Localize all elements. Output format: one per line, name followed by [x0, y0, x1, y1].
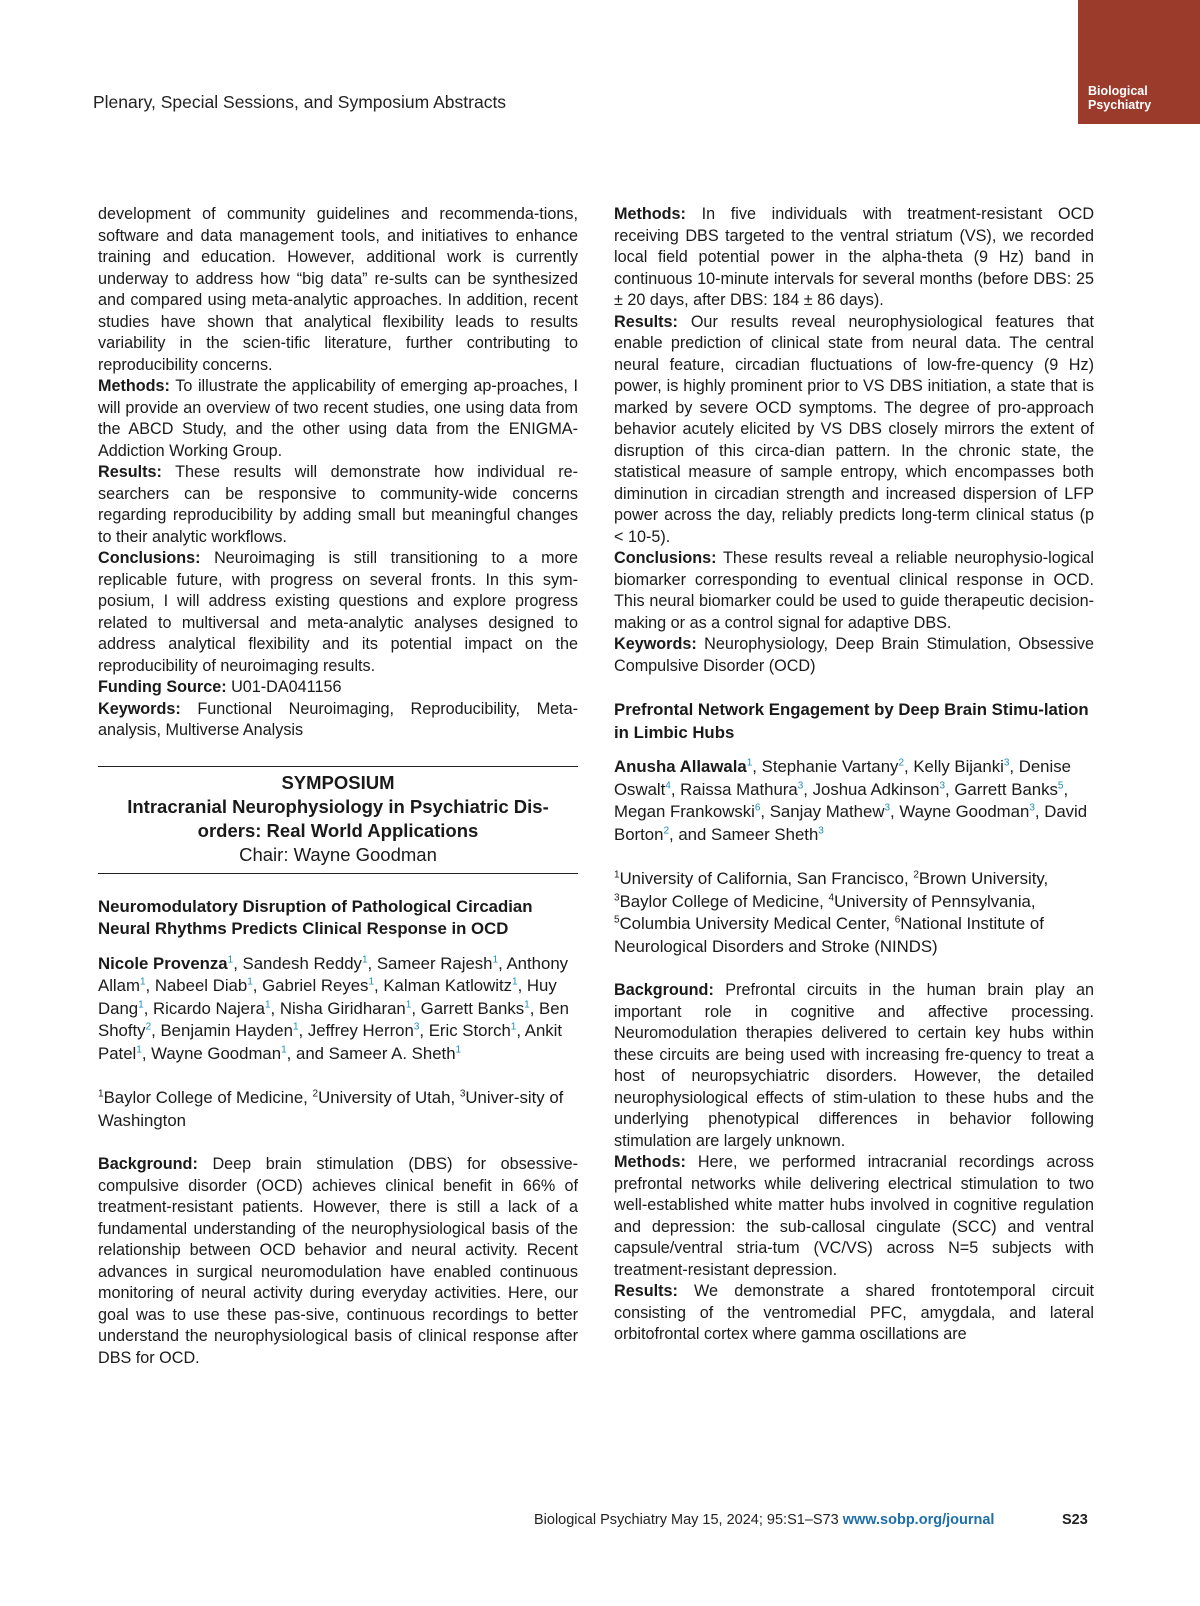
- conclusions-paragraph: [614, 548, 1094, 634]
- background-paragraph: [614, 980, 1094, 1152]
- symposium-title: Intracranial Neurophysiology in Psychiatric Dis-orders: Real World Applications: [127, 795, 549, 841]
- keywords-text: Functional Neuroimaging, Reproducibility, Meta-analysis, Multiverse Analysis: [98, 699, 578, 739]
- results-paragraph: [614, 312, 1094, 549]
- keywords-label: Keywords:: [614, 635, 697, 653]
- methods-text: Here, we performed intracranial recordings across prefrontal networks while delivering electrical stimulation to two well-established white matter hubs involved in cognitive regulation and depression: the sub-callosal cingulate (SCC) and ventral capsule/ventral stria-tum (VC/VS) across N=5 subjects with treatment-resistant depression.: [614, 1153, 1094, 1279]
- background-paragraph: [98, 1154, 578, 1369]
- background-label: Background:: [614, 981, 714, 999]
- conclusions-label: Conclusions:: [98, 549, 201, 567]
- keywords-paragraph: [614, 634, 1094, 677]
- abstract-title: Prefrontal Network Engagement by Deep Brain Stimu-lation in Limbic Hubs: [614, 700, 1089, 742]
- first-author: Nicole Provenza$^1$: [98, 953, 234, 973]
- methods-paragraph: [98, 376, 578, 462]
- methods-paragraph: [614, 1152, 1094, 1281]
- page-footer: [534, 1512, 994, 1528]
- author-list: [98, 953, 578, 1066]
- results-label: Results:: [614, 1282, 678, 1300]
- symposium-chair: Chair: Wayne Goodman: [239, 843, 437, 865]
- journal-name-line2: Psychiatry: [1088, 98, 1152, 112]
- journal-link[interactable]: www.sobp.org/journal: [842, 1512, 995, 1528]
- page-number: S23: [1062, 1512, 1088, 1528]
- methods-text: To illustrate the applicability of emerging ap-proaches, I will provide an overview of two recent studies, one using data from the ABCD Study, and the other using data from the ENIGMA-Addiction Working Group.: [98, 377, 578, 460]
- results-text: We demonstrate a shared frontotemporal circuit consisting of the ventromedial PFC, amygdala, and lateral orbitofrontal cortex where gamma oscillations are: [614, 1282, 1094, 1343]
- citation: Biological Psychiatry May 15, 2024; 95:S1–S73: [534, 1512, 839, 1528]
- keywords-label: Keywords:: [98, 699, 181, 718]
- keywords-paragraph: [98, 699, 578, 742]
- funding-paragraph: [98, 677, 578, 699]
- results-label: Results:: [98, 463, 162, 481]
- journal-logo-tab: [1078, 0, 1200, 124]
- funding-label: Funding Source:: [98, 678, 227, 696]
- conclusions-paragraph: [98, 548, 578, 677]
- background-text: Prefrontal circuits in the human brain play an important role in cognitive and affective processing. Neuromodulation therapies delivered to certain key hubs within these circuits are being used with increasing fre-quency to treat a host of neuropsychiatric disorders. However, the detailed neurophysiological effects of stim-ulation to these hubs and the underlying phenotypical differences in behavior following stimulation are largely unknown.: [614, 981, 1094, 1150]
- journal-name-line1: Biological: [1088, 84, 1148, 98]
- affiliations: $^1$University of California, San Francisco, $^2$Brown University, $^3$Baylor College of Medicine, $^4$University of Pennsylvania, $^5$Columbia University Medical Center, $^6$National Institute of Neurological Disorders and Stroke (NINDS): [614, 869, 1049, 956]
- conclusions-text: Neuroimaging is still transitioning to a more replicable future, with progress on several fronts. In this sym-posium, I will address existing questions and explore progress related to multiversal and meta-analytic analyses designed to address analytical flexibility and its potential impact on the reproducibility of neuroimaging results.: [98, 549, 579, 675]
- methods-label: Methods:: [614, 1153, 686, 1171]
- results-text: These results will demonstrate how individual re-searchers can be responsive to community-wide concerns regarding reproducibility by adding small but meaningful changes to their analytic workflows.: [98, 463, 578, 546]
- funding-text: U01-DA041156: [231, 678, 342, 696]
- author-names: , Sandesh Reddy$^1$, Sameer Rajesh$^1$, Anthony Allam$^1$, Nabeel Diab$^1$, Gabriel Reyes$^1$, Kalman Katlowitz$^1$, Huy Dang$^1$, Ricardo Najera$^1$, Nisha Giridharan$^1$, Garrett Banks$^1$, Ben Shofty$^2$, Benjamin Hayden$^1$, Jeffrey Herron$^3$, Eric Storch$^1$, Ankit Patel$^1$, Wayne Goodman$^1$, and Sameer A. Sheth$^1$: [98, 953, 569, 1063]
- symposium-box: [98, 766, 578, 874]
- abstract-title: Neuromodulatory Disruption of Pathological Circadian Neural Rhythms Predicts Clinical Response in OCD: [98, 896, 533, 938]
- author-list: [614, 756, 1094, 846]
- first-author: Anusha Allawala$^1$: [614, 757, 753, 776]
- background-text: Deep brain stimulation (DBS) for obsessive-compulsive disorder (OCD) achieves clinical benefit in 66% of treatment-resistant patients. However, there is still a lack of a fundamental understanding of the neurophysiological basis of the relationship between OCD behavior and neural activity. Recent advances in surgical neuromodulation have enabled continuous monitoring of neural activity during everyday activities. Here, our goal was to use these pas-sive, continuous recordings to better understand the neurophysiological basis of clinical response after DBS for OCD.: [98, 1155, 578, 1367]
- intro-paragraph: development of community guidelines and recommenda-tions, software and data management tools, and initiatives to enhance training and education. However, additional work is currently underway to address how “big data” re-sults can be synthesized and compared using meta-analytic approaches. In addition, recent studies have shown that analytical flexibility leads to results variability in the scien-tific literature, further contributing to reproducibility concerns.: [98, 205, 578, 374]
- left-column: [98, 204, 578, 1369]
- results-text: Our results reveal neurophysiological features that enable prediction of clinical state from neural data. The central neural feature, circadian fluctuations of low-fre-quency (9 Hz) power, is highly prominent prior to VS DBS initiation, a state that is marked by severe OCD symptoms. The degree of pro-approach behavior acutely elicited by VS DBS closely mirrors the extent of disruption of this circa-dian pattern. In the chronic state, the statistical measure of sample entropy, which encompasses both diminution in circadian strength and increased dispersion of LFP power across the day, reliably predicts long-term clinical status (p < 10-5).: [614, 312, 1094, 546]
- methods-label: Methods:: [98, 377, 170, 395]
- running-head: Plenary, Special Sessions, and Symposium Abstracts: [93, 92, 507, 112]
- conclusions-text: These results reveal a reliable neurophysio-logical biomarker corresponding to eventual clinical response in OCD. This neural biomarker could be used to guide therapeutic decision-making or as a control signal for adaptive DBS.: [614, 549, 1094, 632]
- affiliations: $^1$Baylor College of Medicine, $^2$University of Utah, $^3$Univer-sity of Washington: [98, 1088, 564, 1130]
- author-names: , Stephanie Vartany$^2$, Kelly Bijanki$^3$, Denise Oswalt$^4$, Raissa Mathura$^3$, Joshua Adkinson$^3$, Garrett Banks$^5$, Megan Frankowski$^6$, Sanjay Mathew$^3$, Wayne Goodman$^3$, David Borton$^2$, and Sameer Sheth$^3$: [614, 757, 1088, 844]
- methods-paragraph: [614, 204, 1094, 312]
- conclusions-label: Conclusions:: [614, 549, 717, 567]
- background-label: Background:: [98, 1155, 198, 1173]
- results-label: Results:: [614, 312, 678, 331]
- symposium-heading: SYMPOSIUM: [281, 771, 395, 793]
- methods-text: In five individuals with treatment-resistant OCD receiving DBS targeted to the ventral striatum (VS), we recorded local field potential power in the alpha-theta (9 Hz) band in continuous 10-minute intervals for several months (before DBS: 25 ± 20 days, after DBS: 184 ± 86 days).: [614, 205, 1095, 309]
- results-paragraph: [98, 462, 578, 548]
- methods-label: Methods:: [614, 205, 686, 223]
- keywords-text: Neurophysiology, Deep Brain Stimulation, Obsessive Compulsive Disorder (OCD): [614, 635, 1095, 675]
- right-column: [614, 204, 1094, 1346]
- results-paragraph: [614, 1281, 1094, 1346]
